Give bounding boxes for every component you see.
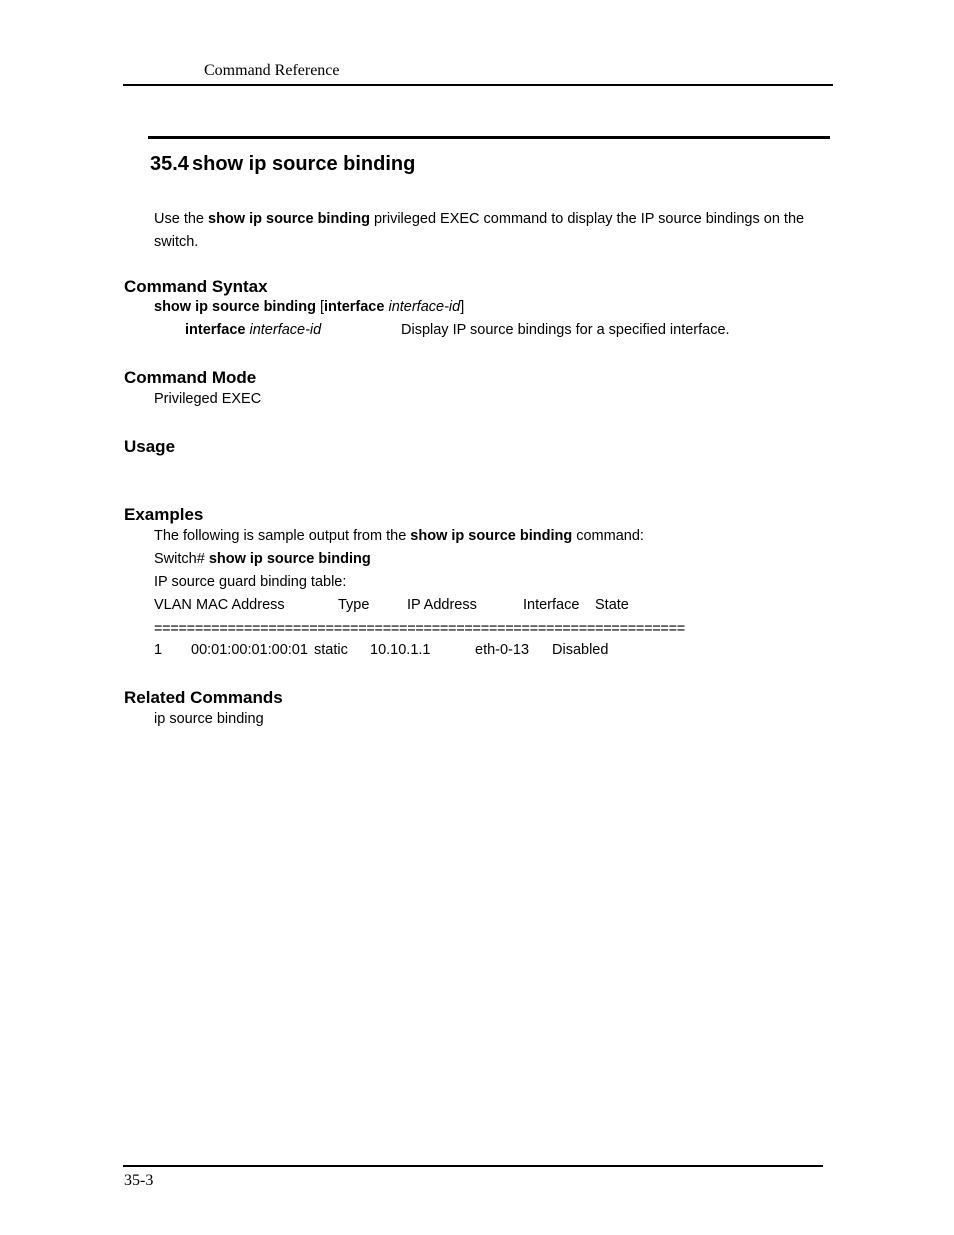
table-title: IP source guard binding table: xyxy=(154,574,347,590)
syntax-keyword: interface xyxy=(323,299,385,315)
column-type: Type xyxy=(338,597,370,613)
cli-prompt: Switch# xyxy=(154,551,209,567)
parameter-description: Display IP source bindings for a specified interface. xyxy=(401,322,730,338)
examples-command: show ip source binding xyxy=(410,528,573,544)
parameter-argument: interface-id xyxy=(249,322,322,338)
table-separator: ================================================================= xyxy=(154,621,685,637)
parameter-name xyxy=(185,322,321,338)
examples-intro xyxy=(154,528,644,544)
examples-heading: Examples xyxy=(124,505,204,524)
intro-command: show ip source binding xyxy=(208,211,370,227)
cell-type: static xyxy=(314,642,348,658)
examples-intro-end: command: xyxy=(572,528,644,544)
column-mac-address: MAC Address xyxy=(196,597,285,613)
cell-mac-address: 00:01:00:01:00:01 xyxy=(191,642,308,658)
syntax-argument: interface-id xyxy=(388,299,461,315)
column-interface: Interface xyxy=(523,597,580,613)
cell-state: Disabled xyxy=(552,642,609,658)
column-vlan: VLAN xyxy=(154,597,192,613)
footer-rule xyxy=(123,1165,823,1167)
running-header: Command Reference xyxy=(204,62,340,79)
syntax-command: show ip source binding xyxy=(154,299,316,315)
cell-interface: eth-0-13 xyxy=(475,642,530,658)
syntax-close-bracket: ] xyxy=(460,299,465,315)
command-mode-heading: Command Mode xyxy=(124,368,257,387)
command-mode-text: Privileged EXEC xyxy=(154,391,262,407)
page-number: 35-3 xyxy=(124,1172,154,1189)
examples-intro-text: The following is sample output from the xyxy=(154,528,411,544)
header-rule xyxy=(123,84,833,86)
parameter-keyword: interface xyxy=(185,322,246,338)
related-command-item: ip source binding xyxy=(154,711,264,727)
cell-vlan: 1 xyxy=(154,642,163,658)
cli-prompt-line xyxy=(154,551,371,567)
syntax-open-bracket: [ xyxy=(315,299,324,315)
intro-text: Use the xyxy=(154,211,208,227)
cli-command: show ip source binding xyxy=(208,551,371,567)
usage-heading: Usage xyxy=(124,437,176,456)
section-heading xyxy=(150,153,415,176)
column-state: State xyxy=(595,597,629,613)
intro-text-end: privileged EXEC command to display the IP source bindings on the switch. xyxy=(154,211,805,250)
section-number: 35.4 xyxy=(150,153,189,175)
cell-ip-address: 10.10.1.1 xyxy=(370,642,431,658)
column-ip-address: IP Address xyxy=(407,597,477,613)
section-rule xyxy=(148,136,830,139)
section-title: show ip source binding xyxy=(192,153,416,175)
command-syntax-heading: Command Syntax xyxy=(124,277,268,296)
syntax-line xyxy=(154,299,464,315)
intro-paragraph xyxy=(154,208,824,254)
related-commands-heading: Related Commands xyxy=(124,688,283,707)
